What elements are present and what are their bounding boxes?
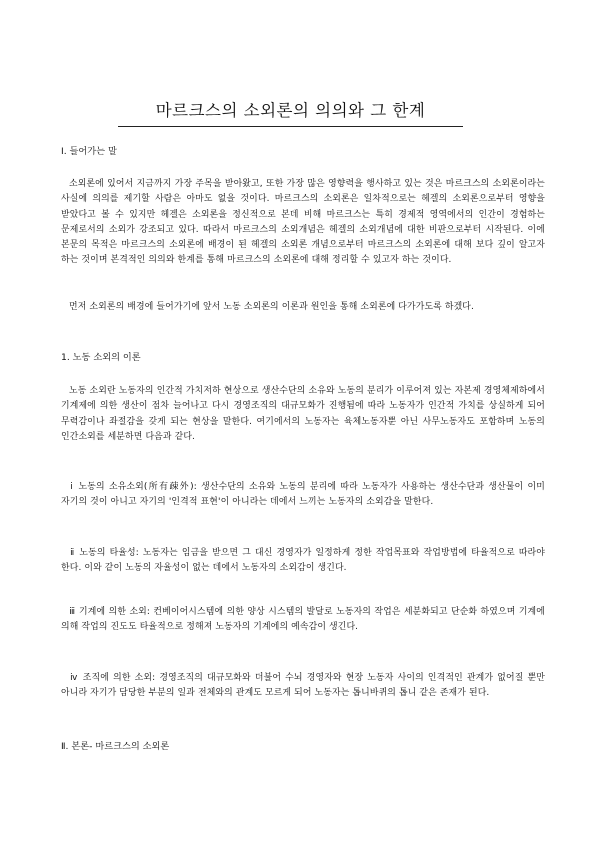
section-heading-intro: Ⅰ. 들어가는 말: [61, 146, 117, 157]
section-heading-2: Ⅱ. 본론- 마르크스의 소외론: [61, 741, 170, 752]
paragraph-intro-2-text: 먼저 소외론의 배경에 들어가기에 앞서 노동 소외론의 이론과 원인을 통해 소외론에 다가가도록 하겠다.: [69, 302, 474, 312]
paragraph-s1-1-text: 노동 소외란 노동자의 인간적 가치저하 현상으로 생산수단의 소유와 노동의 분리가 이루어져 있는 자본제 경영체제하에서 기계제에 의한 생산이 점차 늘어나고 다시 경영조직의 대규모화가 진행됨에 따라 노동자가 인간적 가치를 상실하게 되어 무력감이나 좌절감을 갖게 되는 현상을 말한다. 여기에서의 노동자는 육체노동자뿐 아닌 사무노동자도 포함하며 노동의 인간소외를 세분하면 다음과 같다.: [61, 386, 545, 442]
list-item-iv: [61, 671, 545, 702]
list-item-iv-text: ⅳ 조직에 의한 소외: 경영조직의 대규모화와 더불어 수뇌 경영자와 현장 노동자 사이의 인격적인 관계가 없어질 뿐만 아니라 자기가 담당한 부분의 일과 전체와의 관계도 모르게 되어 노동자는 톱니바퀴의 톱니 같은 존재가 된다.: [61, 673, 545, 699]
list-item-iii-text: ⅲ 기계에 의한 소외: 컨베이어시스템에 의한 양상 시스템의 발달로 노동자의 작업은 세분화되고 단순화 하였으며 기계에 의해 작업의 진도도 타율적으로 정해져 노동자의 기계에의 예속감이 생긴다.: [61, 607, 545, 633]
paragraph-intro-1-text: 소외론에 있어서 지금까지 가장 주목을 받아왔고, 또한 가장 많은 영향력을 행사하고 있는 것은 마르크스의 소외론이라는 사실에 의의를 제기할 사람은 아마도 없을 것이다. 마르크스의 소외론은 일차적으로는 헤겔의 소외론으로부터 영향을 받았다고 볼 수 있지만 헤겔은 소외론을 정신적으로 본데 비해 마르크스는 특히 경제적 영역에서의 인간이 경험하는 문제로서의 소외가 강조되고 있다. 따라서 마르크스의 소외개념은 헤겔의 소외개념에 대한 비판으로부터 시작된다. 이에 본문의 목적은 마르크스의 소외론에 배경이 된 헤겔의 소외론 개념으로부터 마르크스의 소외론에 대해 보다 깊이 알고자 하는 것이며 본격적인 의의와 한계를 통해 마르크스의 소외론에 대해 정리할 수 있고자 하는 것이다.: [61, 179, 545, 266]
paragraph-s1-1: [61, 384, 545, 445]
section-heading-1: 1. 노동 소외의 이론: [61, 352, 141, 363]
document-title: 마르크스의 소외론의 의의와 그 한계: [155, 101, 426, 120]
list-item-iii: [61, 605, 545, 636]
list-item-i-text: ⅰ 노동의 소유소외(所有疎外): 생산수단의 소유와 노동의 분리에 따라 노동자가 사용하는 생산수단과 생산물이 이미 자기의 것이 아니고 자기의 '인격적 표현'이 아니라는 데에서 느끼는 노동자의 소외감을 말한다.: [61, 482, 545, 508]
list-item-ii-text: ⅱ 노동의 타율성: 노동자는 임금을 받으면 그 대신 경영자가 일정하게 정한 작업목표와 작업방법에 타율적으로 따라야 한다. 이와 같이 노동의 자율성이 없는 데에서 노동자의 소외감이 생긴다.: [61, 548, 545, 574]
title-underline: [118, 126, 463, 127]
paragraph-intro-1: [61, 177, 545, 269]
list-item-ii: [61, 546, 545, 577]
list-item-i: [61, 480, 545, 511]
paragraph-intro-2: [61, 300, 545, 315]
